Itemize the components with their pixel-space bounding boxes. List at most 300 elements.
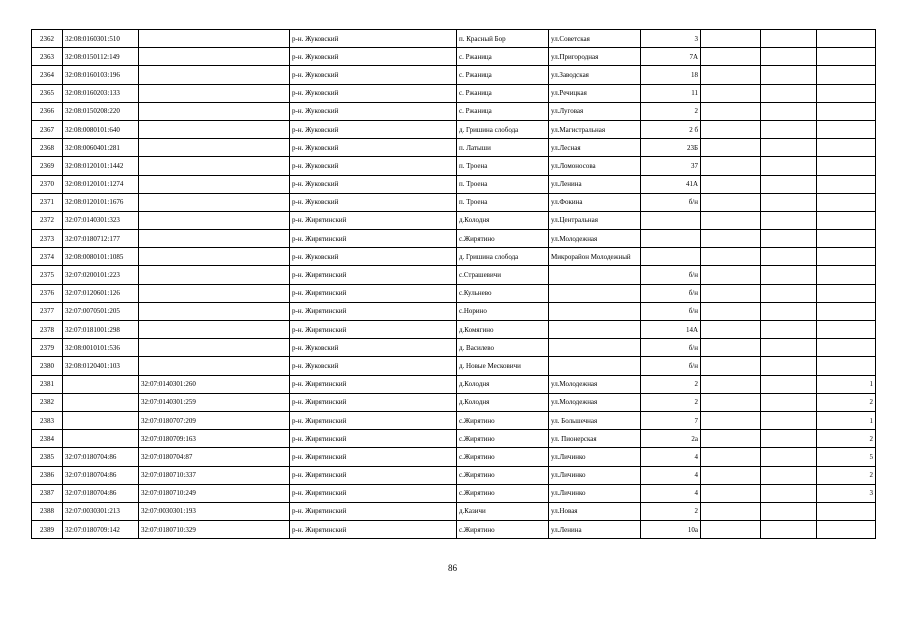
extra-cell-8 <box>701 339 761 357</box>
apartment-cell <box>817 139 876 157</box>
table-row <box>32 175 876 193</box>
extra-cell-8 <box>701 393 761 411</box>
cadastral-number-cell: 32:08:0120101:1442 <box>63 157 139 175</box>
cadastral-number-2-cell <box>139 321 290 339</box>
cadastral-number-2-cell: 32:07:0180710:249 <box>139 484 290 502</box>
extra-cell-9 <box>761 521 817 539</box>
apartment-cell <box>817 66 876 84</box>
house-number-cell <box>641 230 701 248</box>
apartment-cell: 3 <box>817 484 876 502</box>
house-number-cell: 3 <box>641 30 701 48</box>
locality-cell: с.Страшевичи <box>457 266 549 284</box>
cadastral-number-cell: 32:07:0140301:323 <box>63 211 139 229</box>
locality-cell: д. Новые Месковичи <box>457 357 549 375</box>
cadastral-number-cell: 32:08:0010101:536 <box>63 339 139 357</box>
table-row <box>32 484 876 502</box>
row-number-cell: 2362 <box>32 30 63 48</box>
cadastral-number-2-cell <box>139 357 290 375</box>
street-cell: ул. Пионерская <box>549 430 641 448</box>
house-number-cell: 2 б <box>641 120 701 138</box>
apartment-cell <box>817 248 876 266</box>
cadastral-number-2-cell <box>139 120 290 138</box>
cadastral-number-cell <box>63 411 139 429</box>
registry-table-body <box>32 30 876 539</box>
apartment-cell <box>817 502 876 520</box>
cadastral-number-2-cell <box>139 48 290 66</box>
row-number-cell: 2385 <box>32 448 63 466</box>
cadastral-number-2-cell <box>139 266 290 284</box>
locality-cell: д.Комягино <box>457 321 549 339</box>
registry-table <box>31 29 876 539</box>
apartment-cell <box>817 302 876 320</box>
locality-cell: с.Жирятино <box>457 430 549 448</box>
cadastral-number-2-cell: 32:07:0180709:163 <box>139 430 290 448</box>
extra-cell-8 <box>701 357 761 375</box>
cadastral-number-cell <box>63 430 139 448</box>
apartment-cell <box>817 120 876 138</box>
house-number-cell: 7А <box>641 48 701 66</box>
locality-cell: с.Норино <box>457 302 549 320</box>
cadastral-number-2-cell: 32:07:0140301:260 <box>139 375 290 393</box>
table-row <box>32 193 876 211</box>
extra-cell-8 <box>701 284 761 302</box>
district-cell: р-н. Жуковский <box>290 357 457 375</box>
house-number-cell: 2 <box>641 393 701 411</box>
house-number-cell: 2 <box>641 102 701 120</box>
locality-cell: д. Василево <box>457 339 549 357</box>
row-number-cell: 2369 <box>32 157 63 175</box>
apartment-cell <box>817 30 876 48</box>
street-cell <box>549 284 641 302</box>
row-number-cell: 2387 <box>32 484 63 502</box>
street-cell: ул.Ленина <box>549 521 641 539</box>
extra-cell-9 <box>761 339 817 357</box>
table-row <box>32 30 876 48</box>
extra-cell-9 <box>761 430 817 448</box>
cadastral-number-2-cell <box>139 211 290 229</box>
apartment-cell <box>817 84 876 102</box>
street-cell <box>549 266 641 284</box>
cadastral-number-cell: 32:08:0080101:640 <box>63 120 139 138</box>
extra-cell-9 <box>761 175 817 193</box>
street-cell: ул.Новая <box>549 502 641 520</box>
district-cell: р-н. Жуковский <box>290 248 457 266</box>
district-cell: р-н. Жирятинский <box>290 484 457 502</box>
extra-cell-8 <box>701 502 761 520</box>
extra-cell-8 <box>701 248 761 266</box>
extra-cell-8 <box>701 157 761 175</box>
table-row <box>32 284 876 302</box>
house-number-cell: 2 <box>641 502 701 520</box>
cadastral-number-2-cell: 32:07:0030301:193 <box>139 502 290 520</box>
cadastral-number-cell: 32:07:0181001:298 <box>63 321 139 339</box>
apartment-cell: 2 <box>817 393 876 411</box>
extra-cell-9 <box>761 139 817 157</box>
extra-cell-8 <box>701 484 761 502</box>
cadastral-number-2-cell <box>139 248 290 266</box>
district-cell: р-н. Жирятинский <box>290 302 457 320</box>
extra-cell-9 <box>761 411 817 429</box>
row-number-cell: 2364 <box>32 66 63 84</box>
table-row <box>32 411 876 429</box>
cadastral-number-2-cell <box>139 84 290 102</box>
cadastral-number-cell: 32:07:0180704:86 <box>63 448 139 466</box>
apartment-cell <box>817 266 876 284</box>
street-cell: ул.Советская <box>549 30 641 48</box>
street-cell: ул.Речицкая <box>549 84 641 102</box>
district-cell: р-н. Жирятинский <box>290 321 457 339</box>
street-cell: ул.Ломоносова <box>549 157 641 175</box>
table-row <box>32 157 876 175</box>
cadastral-number-cell: 32:07:0180709:142 <box>63 521 139 539</box>
apartment-cell <box>817 175 876 193</box>
extra-cell-9 <box>761 302 817 320</box>
district-cell: р-н. Жуковский <box>290 139 457 157</box>
locality-cell: с.Кульнево <box>457 284 549 302</box>
street-cell: ул.Молодежная <box>549 230 641 248</box>
cadastral-number-cell: 32:08:0060401:281 <box>63 139 139 157</box>
cadastral-number-2-cell <box>139 193 290 211</box>
table-row <box>32 521 876 539</box>
extra-cell-9 <box>761 157 817 175</box>
extra-cell-9 <box>761 266 817 284</box>
extra-cell-8 <box>701 84 761 102</box>
district-cell: р-н. Жуковский <box>290 84 457 102</box>
locality-cell: с.Жирятино <box>457 448 549 466</box>
table-row <box>32 339 876 357</box>
table-row <box>32 321 876 339</box>
row-number-cell: 2373 <box>32 230 63 248</box>
district-cell: р-н. Жирятинский <box>290 393 457 411</box>
street-cell <box>549 357 641 375</box>
house-number-cell: б/н <box>641 302 701 320</box>
house-number-cell: б/н <box>641 193 701 211</box>
house-number-cell: 4 <box>641 448 701 466</box>
district-cell: р-н. Жирятинский <box>290 430 457 448</box>
extra-cell-9 <box>761 284 817 302</box>
cadastral-number-2-cell <box>139 339 290 357</box>
cadastral-number-cell <box>63 375 139 393</box>
district-cell: р-н. Жирятинский <box>290 448 457 466</box>
extra-cell-8 <box>701 448 761 466</box>
street-cell: ул.Пригородная <box>549 48 641 66</box>
street-cell: ул. Большечная <box>549 411 641 429</box>
table-row <box>32 84 876 102</box>
street-cell: ул.Лесная <box>549 139 641 157</box>
cadastral-number-cell: 32:08:0120101:1274 <box>63 175 139 193</box>
cadastral-number-cell: 32:07:0180712:177 <box>63 230 139 248</box>
cadastral-number-cell: 32:08:0160103:196 <box>63 66 139 84</box>
row-number-cell: 2363 <box>32 48 63 66</box>
district-cell: р-н. Жуковский <box>290 339 457 357</box>
row-number-cell: 2365 <box>32 84 63 102</box>
cadastral-number-2-cell <box>139 139 290 157</box>
locality-cell: д. Гришина слобода <box>457 120 549 138</box>
house-number-cell: 10а <box>641 521 701 539</box>
row-number-cell: 2367 <box>32 120 63 138</box>
table-row <box>32 430 876 448</box>
cadastral-number-cell: 32:07:0200101:223 <box>63 266 139 284</box>
extra-cell-9 <box>761 30 817 48</box>
cadastral-number-2-cell <box>139 284 290 302</box>
locality-cell: с. Ржаница <box>457 84 549 102</box>
extra-cell-8 <box>701 302 761 320</box>
locality-cell: д.Колодня <box>457 211 549 229</box>
row-number-cell: 2370 <box>32 175 63 193</box>
extra-cell-9 <box>761 120 817 138</box>
table-row <box>32 393 876 411</box>
row-number-cell: 2377 <box>32 302 63 320</box>
house-number-cell: 23Б <box>641 139 701 157</box>
cadastral-number-cell: 32:07:0030301:213 <box>63 502 139 520</box>
locality-cell: с.Жирятино <box>457 484 549 502</box>
apartment-cell: 5 <box>817 448 876 466</box>
district-cell: р-н. Жуковский <box>290 175 457 193</box>
extra-cell-9 <box>761 66 817 84</box>
house-number-cell: 14А <box>641 321 701 339</box>
cadastral-number-cell: 32:08:0150112:149 <box>63 48 139 66</box>
house-number-cell: 41А <box>641 175 701 193</box>
house-number-cell: 2а <box>641 430 701 448</box>
apartment-cell <box>817 157 876 175</box>
table-row <box>32 375 876 393</box>
locality-cell: п. Троена <box>457 193 549 211</box>
apartment-cell <box>817 230 876 248</box>
locality-cell: с. Ржаница <box>457 102 549 120</box>
extra-cell-9 <box>761 84 817 102</box>
cadastral-number-cell: 32:07:0120601:126 <box>63 284 139 302</box>
apartment-cell: 1 <box>817 411 876 429</box>
extra-cell-9 <box>761 393 817 411</box>
row-number-cell: 2375 <box>32 266 63 284</box>
extra-cell-8 <box>701 30 761 48</box>
row-number-cell: 2376 <box>32 284 63 302</box>
extra-cell-8 <box>701 139 761 157</box>
extra-cell-8 <box>701 102 761 120</box>
row-number-cell: 2386 <box>32 466 63 484</box>
street-cell: ул.Личинко <box>549 484 641 502</box>
house-number-cell: 7 <box>641 411 701 429</box>
cadastral-number-2-cell: 32:07:0180710:329 <box>139 521 290 539</box>
street-cell <box>549 302 641 320</box>
table-row <box>32 502 876 520</box>
house-number-cell: 2 <box>641 375 701 393</box>
row-number-cell: 2383 <box>32 411 63 429</box>
district-cell: р-н. Жирятинский <box>290 411 457 429</box>
locality-cell: п. Латыши <box>457 139 549 157</box>
row-number-cell: 2366 <box>32 102 63 120</box>
house-number-cell <box>641 211 701 229</box>
cadastral-number-cell <box>63 393 139 411</box>
extra-cell-8 <box>701 266 761 284</box>
street-cell: ул.Луговая <box>549 102 641 120</box>
locality-cell: с.Жирятино <box>457 411 549 429</box>
apartment-cell <box>817 48 876 66</box>
district-cell: р-н. Жуковский <box>290 48 457 66</box>
locality-cell: д.Казичи <box>457 502 549 520</box>
table-row <box>32 211 876 229</box>
house-number-cell: 11 <box>641 84 701 102</box>
cadastral-number-cell: 32:08:0150208:220 <box>63 102 139 120</box>
house-number-cell: 4 <box>641 466 701 484</box>
apartment-cell <box>817 339 876 357</box>
extra-cell-8 <box>701 321 761 339</box>
district-cell: р-н. Жуковский <box>290 120 457 138</box>
apartment-cell <box>817 521 876 539</box>
row-number-cell: 2380 <box>32 357 63 375</box>
extra-cell-9 <box>761 484 817 502</box>
street-cell: ул.Магистральная <box>549 120 641 138</box>
extra-cell-8 <box>701 120 761 138</box>
row-number-cell: 2389 <box>32 521 63 539</box>
extra-cell-9 <box>761 466 817 484</box>
apartment-cell <box>817 211 876 229</box>
locality-cell: д.Колодня <box>457 375 549 393</box>
locality-cell: д. Гришина слобода <box>457 248 549 266</box>
row-number-cell: 2382 <box>32 393 63 411</box>
street-cell: ул.Центральная <box>549 211 641 229</box>
row-number-cell: 2372 <box>32 211 63 229</box>
extra-cell-8 <box>701 66 761 84</box>
table-row <box>32 466 876 484</box>
extra-cell-9 <box>761 375 817 393</box>
locality-cell: п. Троена <box>457 175 549 193</box>
extra-cell-8 <box>701 193 761 211</box>
district-cell: р-н. Жирятинский <box>290 521 457 539</box>
extra-cell-8 <box>701 230 761 248</box>
house-number-cell: 37 <box>641 157 701 175</box>
street-cell: Микрорайон Молодежный <box>549 248 641 266</box>
street-cell <box>549 321 641 339</box>
locality-cell: п. Красный Бор <box>457 30 549 48</box>
district-cell: р-н. Жирятинский <box>290 375 457 393</box>
cadastral-number-cell: 32:08:0160203:133 <box>63 84 139 102</box>
row-number-cell: 2381 <box>32 375 63 393</box>
cadastral-number-cell: 32:08:0120101:1676 <box>63 193 139 211</box>
apartment-cell <box>817 357 876 375</box>
locality-cell: с.Жирятино <box>457 230 549 248</box>
extra-cell-9 <box>761 48 817 66</box>
extra-cell-8 <box>701 375 761 393</box>
street-cell: ул.Личинко <box>549 448 641 466</box>
cadastral-number-2-cell: 32:07:0180704:87 <box>139 448 290 466</box>
page-number: 86 <box>448 563 457 573</box>
cadastral-number-2-cell <box>139 66 290 84</box>
extra-cell-9 <box>761 211 817 229</box>
apartment-cell <box>817 102 876 120</box>
table-row <box>32 266 876 284</box>
street-cell <box>549 339 641 357</box>
extra-cell-9 <box>761 230 817 248</box>
row-number-cell: 2371 <box>32 193 63 211</box>
cadastral-number-cell: 32:08:0120401:103 <box>63 357 139 375</box>
extra-cell-8 <box>701 521 761 539</box>
district-cell: р-н. Жуковский <box>290 66 457 84</box>
district-cell: р-н. Жуковский <box>290 193 457 211</box>
row-number-cell: 2379 <box>32 339 63 357</box>
extra-cell-9 <box>761 193 817 211</box>
extra-cell-9 <box>761 102 817 120</box>
extra-cell-9 <box>761 502 817 520</box>
cadastral-number-2-cell <box>139 157 290 175</box>
apartment-cell <box>817 284 876 302</box>
row-number-cell: 2378 <box>32 321 63 339</box>
table-row <box>32 302 876 320</box>
house-number-cell: 4 <box>641 484 701 502</box>
extra-cell-8 <box>701 175 761 193</box>
cadastral-number-cell: 32:08:0160301:510 <box>63 30 139 48</box>
district-cell: р-н. Жирятинский <box>290 211 457 229</box>
extra-cell-8 <box>701 430 761 448</box>
apartment-cell: 1 <box>817 375 876 393</box>
locality-cell: п. Троена <box>457 157 549 175</box>
house-number-cell: б/н <box>641 284 701 302</box>
cadastral-number-2-cell <box>139 30 290 48</box>
row-number-cell: 2368 <box>32 139 63 157</box>
table-row <box>32 66 876 84</box>
table-row <box>32 139 876 157</box>
extra-cell-8 <box>701 48 761 66</box>
cadastral-number-2-cell <box>139 175 290 193</box>
locality-cell: с. Ржаница <box>457 66 549 84</box>
extra-cell-9 <box>761 321 817 339</box>
locality-cell: с. Ржаница <box>457 48 549 66</box>
apartment-cell <box>817 321 876 339</box>
district-cell: р-н. Жирятинский <box>290 230 457 248</box>
row-number-cell: 2374 <box>32 248 63 266</box>
row-number-cell: 2384 <box>32 430 63 448</box>
cadastral-number-cell: 32:07:0070501:205 <box>63 302 139 320</box>
locality-cell: с.Жирятино <box>457 466 549 484</box>
district-cell: р-н. Жуковский <box>290 102 457 120</box>
street-cell: ул.Молодежная <box>549 375 641 393</box>
table-row <box>32 120 876 138</box>
apartment-cell <box>817 193 876 211</box>
district-cell: р-н. Жирятинский <box>290 466 457 484</box>
locality-cell: д.Колодня <box>457 393 549 411</box>
extra-cell-8 <box>701 466 761 484</box>
cadastral-number-2-cell: 32:07:0180707:209 <box>139 411 290 429</box>
extra-cell-9 <box>761 448 817 466</box>
district-cell: р-н. Жуковский <box>290 157 457 175</box>
table-row <box>32 102 876 120</box>
table-row <box>32 248 876 266</box>
house-number-cell <box>641 248 701 266</box>
street-cell: ул.Заводская <box>549 66 641 84</box>
house-number-cell: б/н <box>641 266 701 284</box>
district-cell: р-н. Жирятинский <box>290 284 457 302</box>
cadastral-number-2-cell <box>139 302 290 320</box>
cadastral-number-2-cell: 32:07:0180710:337 <box>139 466 290 484</box>
street-cell: ул.Ленина <box>549 175 641 193</box>
house-number-cell: б/н <box>641 357 701 375</box>
cadastral-number-cell: 32:08:0080101:1085 <box>63 248 139 266</box>
cadastral-number-cell: 32:07:0180704:86 <box>63 484 139 502</box>
extra-cell-8 <box>701 211 761 229</box>
extra-cell-9 <box>761 357 817 375</box>
cadastral-number-2-cell <box>139 102 290 120</box>
street-cell: ул.Молодежная <box>549 393 641 411</box>
table-row <box>32 230 876 248</box>
cadastral-number-cell: 32:07:0180704:86 <box>63 466 139 484</box>
table-row <box>32 448 876 466</box>
table-row <box>32 357 876 375</box>
row-number-cell: 2388 <box>32 502 63 520</box>
district-cell: р-н. Жирятинский <box>290 266 457 284</box>
district-cell: р-н. Жуковский <box>290 30 457 48</box>
extra-cell-9 <box>761 248 817 266</box>
cadastral-number-2-cell <box>139 230 290 248</box>
